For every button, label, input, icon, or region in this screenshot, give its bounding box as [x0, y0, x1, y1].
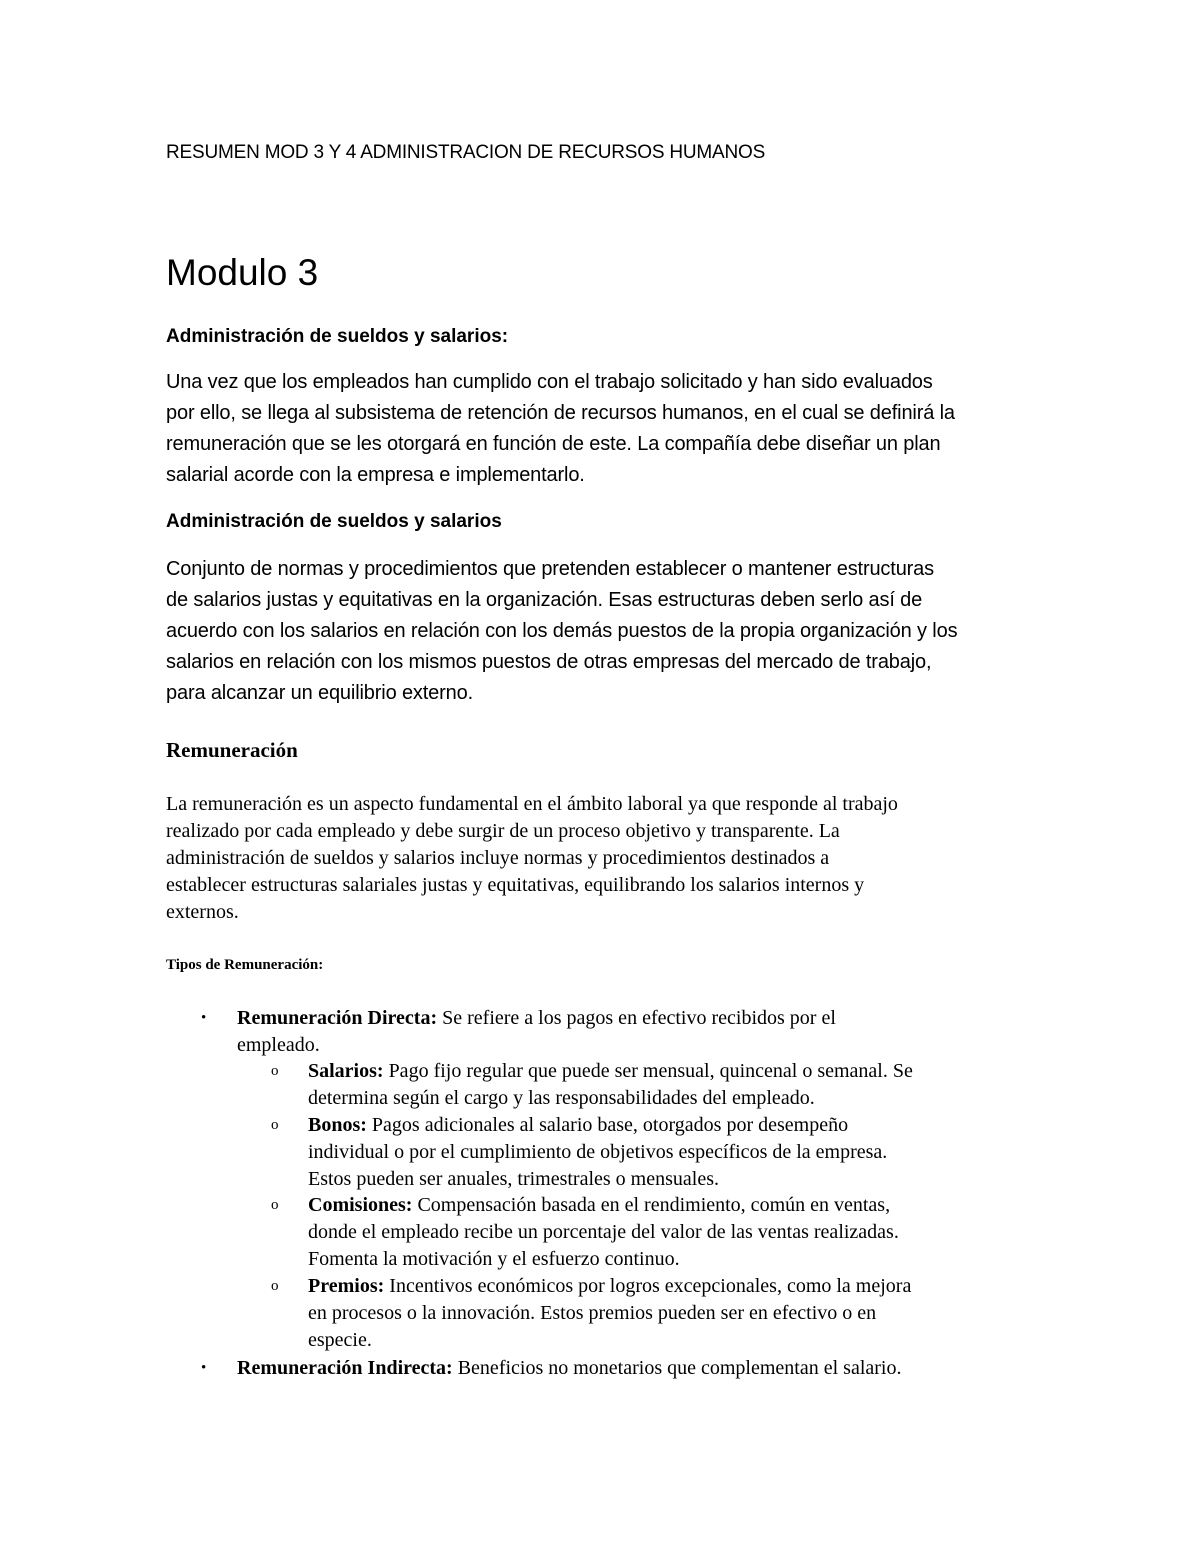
list-item-remuneracion-directa — [237, 1005, 836, 1059]
list-item-text: individual o por el cumplimiento de objetivos específicos de la empresa. — [308, 1141, 888, 1163]
paragraph-line: de salarios justas y equitativas en la organización. Esas estructuras deben serlo así de — [166, 589, 923, 611]
list-item-label: Premios: — [308, 1275, 385, 1297]
list-item-label: Remuneración Directa: — [237, 1007, 438, 1029]
list-item-text: determina según el cargo y las responsabilidades del empleado. — [308, 1087, 815, 1109]
tipos-remuneracion-heading: Tipos de Remuneración: — [166, 957, 324, 973]
list-item-label: Comisiones: — [308, 1194, 413, 1216]
bullet-icon: • — [201, 1360, 207, 1376]
paragraph-line: salarios en relación con los mismos puestos de otras empresas del mercado de trabajo, — [166, 651, 932, 673]
list-item-text: en procesos o la innovación. Estos premios pueden ser en efectivo o en — [308, 1302, 877, 1324]
paragraph-line: remuneración que se les otorgará en función de este. La compañía debe diseñar un plan — [166, 433, 941, 455]
paragraph-line: por ello, se llega al subsistema de retención de recursos humanos, en el cual se definirá la — [166, 402, 955, 424]
paragraph-line: acuerdo con los salarios en relación con los demás puestos de la propia organización y los — [166, 620, 958, 642]
section-heading-sueldos-salarios: Administración de sueldos y salarios: — [166, 326, 509, 347]
list-item-text: donde el empleado recibe un porcentaje del valor de las ventas realizadas. — [308, 1221, 899, 1243]
sub-bullet-icon: o — [271, 1117, 279, 1133]
sub-bullet-icon: o — [271, 1278, 279, 1294]
list-item-text: Estos pueden ser anuales, trimestrales o mensuales. — [308, 1168, 719, 1190]
list-item-remuneracion-indirecta — [237, 1355, 901, 1382]
paragraph-line: Conjunto de normas y procedimientos que pretenden establecer o mantener estructuras — [166, 558, 934, 580]
list-item-label: Remuneración Indirecta: — [237, 1357, 453, 1379]
paragraph-line: establecer estructuras salariales justas y equitativas, equilibrando los salarios internos y — [166, 874, 865, 896]
remuneracion-heading: Remuneración — [166, 738, 298, 762]
paragraph-line: salarial acorde con la empresa e implementarlo. — [166, 464, 585, 486]
list-item-premios — [308, 1273, 911, 1354]
list-item-text: Se refiere a los pagos en efectivo recibidos por el — [437, 1007, 836, 1029]
paragraph-line: realizado por cada empleado y debe surgir de un proceso objetivo y transparente. La — [166, 820, 840, 842]
bullet-icon: • — [201, 1010, 207, 1026]
list-item-text: especie. — [308, 1329, 372, 1351]
list-item-bonos — [308, 1112, 887, 1193]
paragraph-line: administración de sueldos y salarios incluye normas y procedimientos destinados a — [166, 847, 830, 869]
paragraph-line: Una vez que los empleados han cumplido con el trabajo solicitado y han sido evaluados — [166, 371, 933, 393]
list-item-text: Compensación basada en el rendimiento, común en ventas, — [412, 1194, 891, 1216]
sub-bullet-icon: o — [271, 1063, 279, 1079]
remuneracion-paragraph — [166, 791, 898, 926]
list-item-text: Beneficios no monetarios que complementan el salario. — [452, 1357, 902, 1379]
list-item-comisiones — [308, 1192, 899, 1273]
list-item-label: Salarios: — [308, 1060, 384, 1082]
list-item-text: Pago fijo regular que puede ser mensual, quincenal o semanal. Se — [383, 1060, 913, 1082]
paragraph-line: La remuneración es un aspecto fundamental en el ámbito laboral ya que responde al trabajo — [166, 793, 898, 815]
paragraph-line: para alcanzar un equilibrio externo. — [166, 682, 474, 704]
section-paragraph-intro — [166, 367, 955, 491]
sub-bullet-icon: o — [271, 1197, 279, 1213]
list-item-text: Fomenta la motivación y el esfuerzo continuo. — [308, 1248, 680, 1270]
list-item-label: Bonos: — [308, 1114, 367, 1136]
section-paragraph-definition — [166, 554, 957, 709]
document-title: RESUMEN MOD 3 Y 4 ADMINISTRACION DE RECURSOS HUMANOS — [166, 142, 766, 163]
list-item-text: Pagos adicionales al salario base, otorgados por desempeño — [366, 1114, 849, 1136]
module-title: Modulo 3 — [166, 252, 319, 293]
list-item-text: Incentivos económicos por logros excepcionales, como la mejora — [384, 1275, 912, 1297]
section-heading-sueldos-salarios-2: Administración de sueldos y salarios — [166, 511, 502, 532]
paragraph-line: externos. — [166, 901, 239, 923]
list-item-text: empleado. — [237, 1034, 320, 1056]
list-item-salarios — [308, 1058, 913, 1112]
